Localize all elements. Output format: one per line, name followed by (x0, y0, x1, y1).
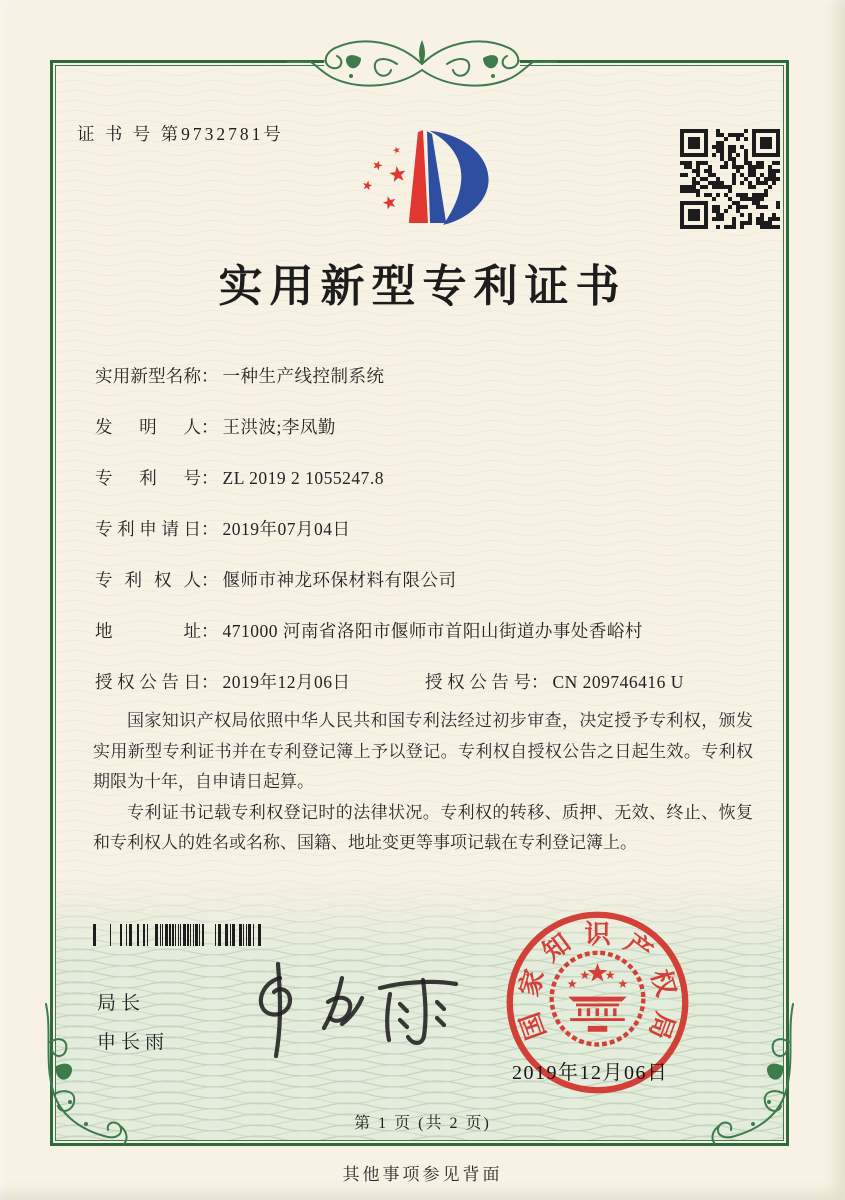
colon: ： (201, 519, 219, 539)
signer-title: 局长 (97, 993, 146, 1014)
seal-char: 局 (643, 1008, 680, 1044)
seal-char: 产 (619, 928, 658, 968)
top-scrollwork-ornament (287, 28, 557, 100)
paragraph-grant-statement: 国家知识产权局依照中华人民共和国专利法经过初步审查，决定授予专利权，颁发实用新型专利证书并在专利登记簿上予以登记。专利权自授权公告之日起生效。专利权期限为十年，自申请日起算。 (93, 711, 753, 791)
colon: ： (201, 366, 219, 386)
signer-name: 申长雨 (97, 1032, 170, 1053)
field-value: 偃师市神龙环保材料有限公司 (222, 570, 457, 590)
field-value: 471000 河南省洛阳市偃师市首阳山街道办事处香峪村 (222, 621, 643, 641)
field-label: 专利权人 (95, 570, 201, 590)
seal-char: 权 (645, 966, 681, 1000)
field-row-grant (95, 670, 785, 694)
qr-code-icon (676, 125, 784, 233)
colon: ： (531, 672, 549, 692)
field-label: 授权公告号 (425, 672, 531, 692)
cnipa-logo-icon (352, 122, 504, 225)
signature-handwriting-icon (238, 960, 463, 1060)
field-row-address (95, 619, 785, 643)
field-row-filing-date (95, 517, 785, 541)
back-note: 其他事项参见背面 (342, 1165, 503, 1184)
field-row-inventor (95, 415, 785, 439)
colon: ： (201, 672, 219, 692)
certificate-number: 证 书 号 第9732781号 (77, 124, 284, 144)
page-indicator: 第 1 页 (共 2 页) (354, 1115, 491, 1132)
legal-text (93, 706, 753, 859)
field-value: 王洪波;李凤勤 (222, 417, 336, 437)
certificate-title: 实用新型专利证书 (218, 262, 627, 311)
national-emblem-icon (552, 953, 644, 1045)
seal-date: 2019年12月06日 (512, 1062, 669, 1084)
colon: ： (201, 621, 219, 641)
field-value: 一种生产线控制系统 (222, 366, 385, 386)
field-label: 地址 (95, 621, 201, 641)
field-label: 发明人 (95, 417, 201, 437)
paragraph-register-statement: 专利证书记载专利权登记时的法律状况。专利权的转移、质押、无效、终止、恢复和专利权人的姓名或名称、国籍、地址变更等事项记载在专利登记簿上。 (93, 802, 753, 852)
colon: ： (201, 570, 219, 590)
colon: ： (201, 468, 219, 488)
field-row-patent-number (95, 466, 785, 490)
field-label: 授权公告日 (95, 672, 201, 692)
colon: ： (201, 417, 219, 437)
field-value: 2019年07月04日 (222, 519, 351, 539)
field-value: ZL 2019 2 1055247.8 (222, 468, 384, 488)
field-label: 实用新型名称 (95, 366, 201, 386)
field-row-utility-name (95, 364, 785, 388)
seal-char: 知 (537, 928, 576, 968)
seal-char: 家 (514, 966, 550, 1000)
grant-number-pair (425, 670, 684, 694)
seal-char: 国 (515, 1008, 552, 1044)
field-label: 专利申请日 (95, 519, 201, 539)
certificate-fields (95, 364, 785, 721)
field-label: 专利号 (95, 468, 201, 488)
field-value: 2019年12月06日 (222, 672, 351, 692)
field-value: CN 209746416 U (552, 672, 684, 692)
field-row-patentee (95, 568, 785, 592)
seal-char: 识 (584, 919, 611, 949)
barcode-icon (93, 924, 263, 946)
